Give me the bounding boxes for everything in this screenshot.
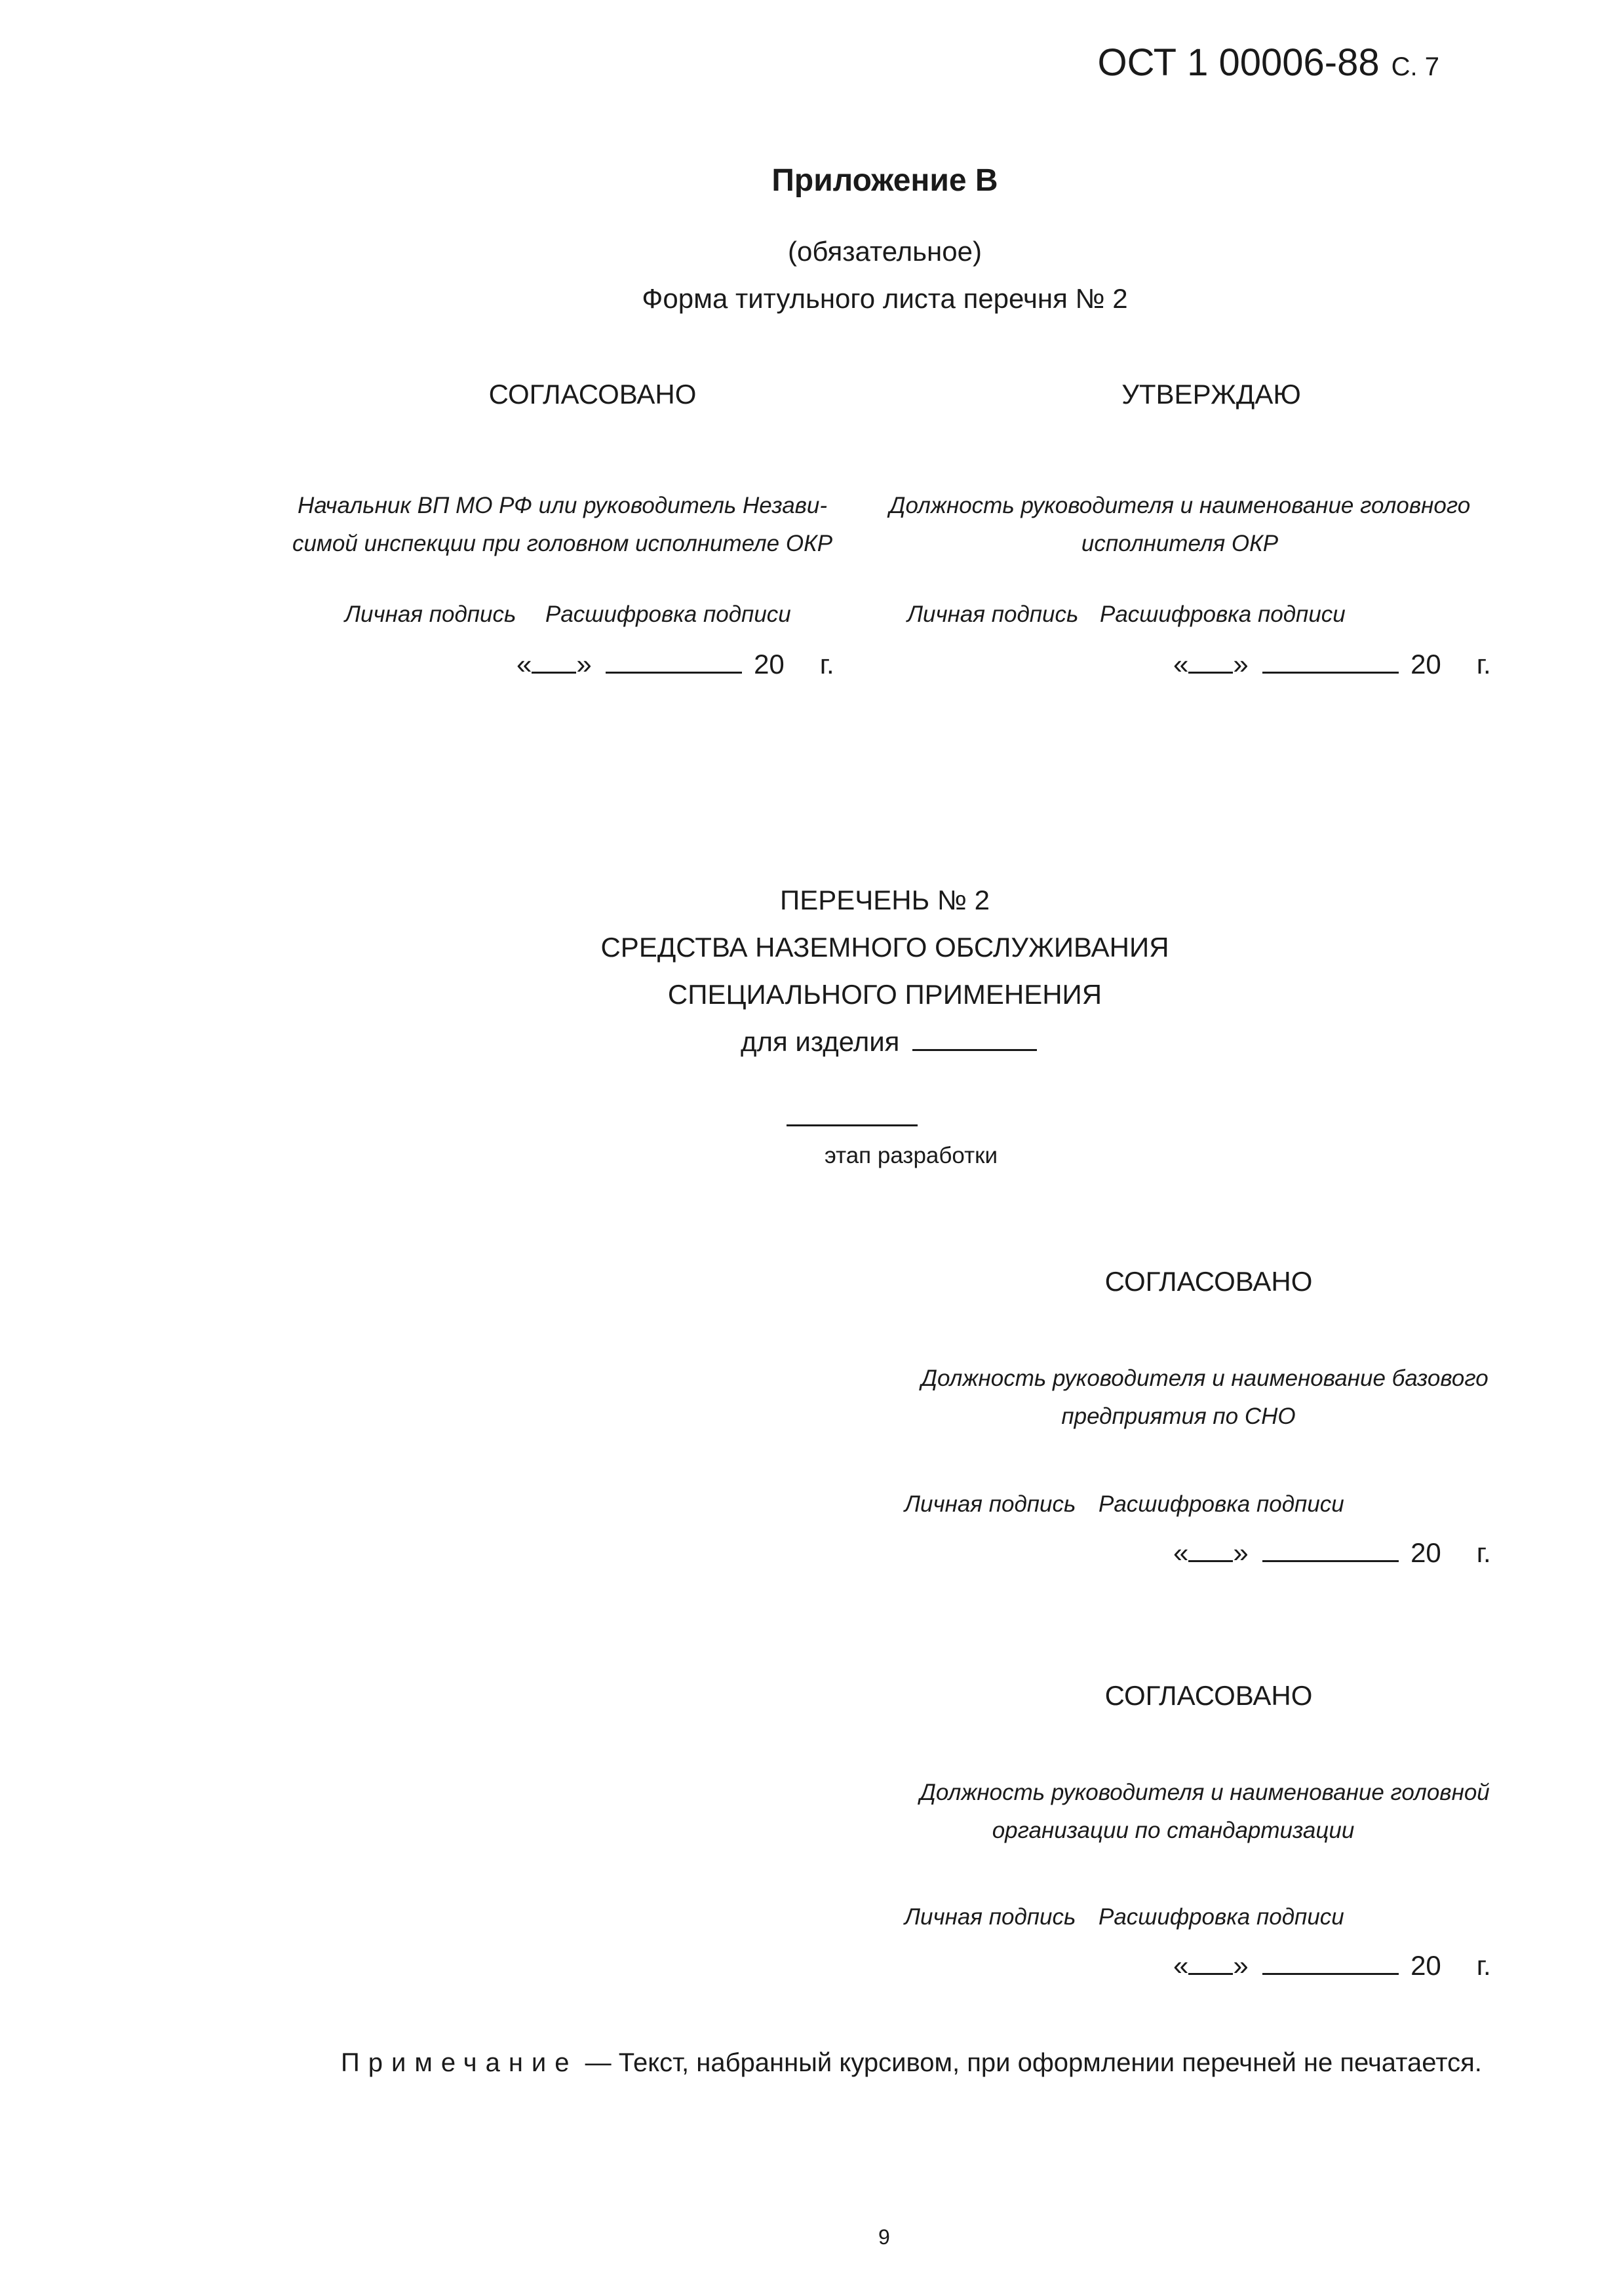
date-open-quote: « xyxy=(1173,1537,1189,1568)
date-suffix: г. xyxy=(1476,649,1491,679)
date-close-quote: » xyxy=(1233,1537,1249,1568)
std-signature-decode-label: Расшифровка подписи xyxy=(1099,1904,1344,1930)
note-label: Примечание xyxy=(341,2048,578,2077)
month-blank xyxy=(606,669,742,674)
list-title-line-2: СРЕДСТВА НАЗЕМНОГО ОБСЛУЖИВАНИЯ xyxy=(600,932,1169,963)
date-open-quote: « xyxy=(1173,1950,1189,1981)
day-blank xyxy=(1188,1970,1233,1975)
right-date-line xyxy=(1173,649,1491,680)
base-signature-decode-label: Расшифровка подписи xyxy=(1099,1491,1344,1517)
std-signature-label: Личная подпись xyxy=(905,1904,1076,1930)
base-position-line-1: Должность руководителя и наименование базового xyxy=(921,1366,1489,1391)
month-blank xyxy=(1262,1558,1399,1562)
left-signature-label: Личная подпись xyxy=(345,602,516,627)
product-line xyxy=(741,1026,1037,1058)
right-approve-heading: УТВЕРЖДАЮ xyxy=(1121,379,1301,410)
page-reference: С. 7 xyxy=(1391,52,1439,81)
left-position-line-1: Начальник ВП МО РФ или руководитель Незави- xyxy=(297,493,828,518)
right-position-line-2: исполнителя ОКР xyxy=(1081,531,1279,556)
right-position-line-1: Должность руководителя и наименование головного xyxy=(889,493,1471,518)
date-suffix: г. xyxy=(1476,1950,1491,1981)
date-year: 20 xyxy=(1411,1537,1441,1568)
std-position-line-2: организации по стандартизации xyxy=(992,1818,1355,1843)
date-open-quote: « xyxy=(1173,649,1189,679)
standard-code: ОСТ 1 00006-88 xyxy=(1097,41,1380,84)
list-title-number: ПЕРЕЧЕНЬ № 2 xyxy=(780,885,990,915)
appendix-title: Приложение В xyxy=(771,163,998,198)
month-blank xyxy=(1262,669,1399,674)
note-text: — Текст, набранный курсивом, при оформлении перечней не печатается. xyxy=(577,2048,1482,2077)
date-suffix: г. xyxy=(819,649,834,679)
stage-label: этап разработки xyxy=(824,1143,998,1168)
date-close-quote: » xyxy=(1233,1950,1249,1981)
left-position-line-2: симой инспекции при головном исполнителе ОКР xyxy=(292,531,833,556)
appendix-subtitle: (обязательное) xyxy=(788,236,982,267)
month-blank xyxy=(1262,1970,1399,1975)
date-year: 20 xyxy=(1411,649,1441,679)
left-signature-decode-label: Расшифровка подписи xyxy=(545,602,791,627)
date-year: 20 xyxy=(1411,1950,1441,1981)
date-close-quote: » xyxy=(576,649,592,679)
day-blank xyxy=(532,669,576,674)
page-number: 9 xyxy=(878,2225,890,2249)
date-close-quote: » xyxy=(1233,649,1249,679)
base-agreed-heading: СОГЛАСОВАНО xyxy=(1104,1266,1313,1297)
std-date-line xyxy=(1173,1950,1491,1981)
form-title: Форма титульного листа перечня № 2 xyxy=(642,283,1128,314)
right-signature-label: Личная подпись xyxy=(907,602,1079,627)
product-blank xyxy=(912,1046,1037,1051)
stage-blank xyxy=(787,1124,918,1126)
left-agreed-heading: СОГЛАСОВАНО xyxy=(488,379,697,410)
footnote xyxy=(341,2048,1482,2078)
list-title-line-3: СПЕЦИАЛЬНОГО ПРИМЕНЕНИЯ xyxy=(667,979,1102,1010)
date-open-quote: « xyxy=(516,649,532,679)
document-header xyxy=(1098,41,1439,85)
base-date-line xyxy=(1173,1537,1491,1569)
date-year: 20 xyxy=(754,649,785,679)
date-suffix: г. xyxy=(1476,1537,1491,1568)
day-blank xyxy=(1188,669,1233,674)
base-position-line-2: предприятия по СНО xyxy=(1061,1404,1296,1429)
day-blank xyxy=(1188,1558,1233,1562)
std-position-line-1: Должность руководителя и наименование головной xyxy=(920,1780,1490,1805)
right-signature-decode-label: Расшифровка подписи xyxy=(1100,602,1346,627)
std-agreed-heading: СОГЛАСОВАНО xyxy=(1104,1680,1313,1711)
left-date-line xyxy=(516,649,834,680)
product-label: для изделия xyxy=(741,1026,900,1057)
base-signature-label: Личная подпись xyxy=(905,1491,1076,1517)
